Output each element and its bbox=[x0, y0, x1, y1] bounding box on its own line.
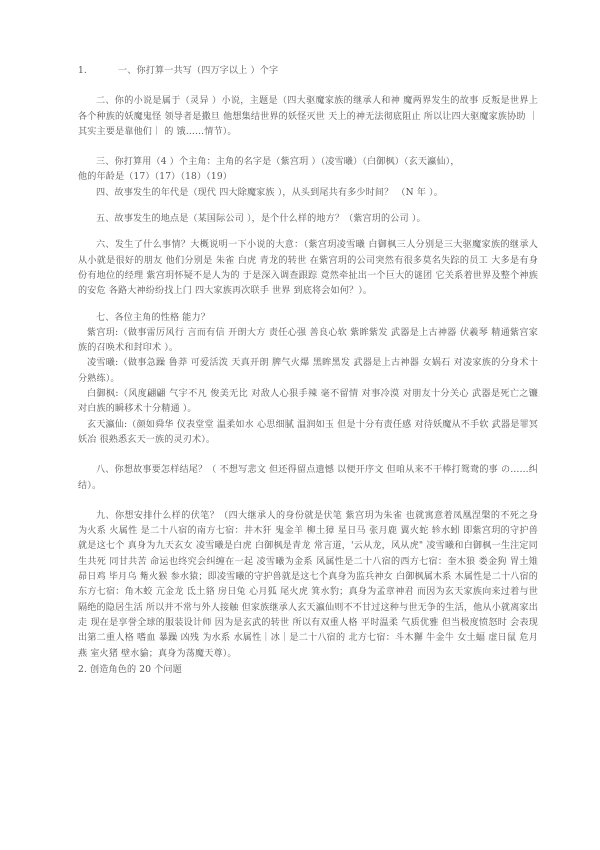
list-item-2: 2. 创造角色的 20 个问题 bbox=[78, 664, 182, 675]
question-3-line-2: 他的年龄是（17）（17）（18）（19） bbox=[78, 172, 233, 183]
question-2: 二、你的小说是属于（灵异 ）小说，主题是（四大驱魔家族的继承人和神 魔两界发生的故事 反叛是世界上各个种族的妖魔鬼怪 领导者是撒旦 他想集结世界的妖怪灭世 天上的神无法彻底阻止 所以让四大驱魔家族协助 ｜其实主要是靠他们｜ 的 饿……情节）。 bbox=[78, 96, 538, 137]
question-7-character-1: 紫宫玥:（做事雷厉风行 言而有信 开朗大方 责任心强 善良心软 紫眸紫发 武器是上古神器 伏羲琴 精通紫宫家族的召唤术和封印术 ）。 bbox=[78, 327, 538, 354]
document-body bbox=[78, 64, 538, 678]
question-7-character-4: 玄天瀛仙:（颜如舜华 仪表堂堂 温柔如水 心思细腻 温润如玉 但是十分有责任感 对待妖魔从不手软 武器是罪冥妖冶 很熟悉玄天一族的灵刃术）。 bbox=[78, 419, 538, 445]
question-7-character-2: 凌雪曦:（做事急躁 鲁莽 可爱活泼 天真开朗 脾气火爆 黑眸黑发 武器是上古神器 女娲石 对凌家族的分身术十分熟练）。 bbox=[78, 358, 538, 384]
question-5: 五、故事发生的地点是（某国际公司 ），是个什么样的地方？（紫宫玥的公司 ）。 bbox=[96, 214, 426, 225]
question-3-line-1: 三、你打算用（4 ）个主角：主角的名字是（紫宫玥 ）（凌雪曦）（白御枫）（玄天瀛仙）， bbox=[96, 157, 460, 168]
question-7-title: 七、各位主角的性格 能力？ bbox=[96, 312, 210, 323]
question-1-text: 一、你打算一共写（四万字以上 ）个字 bbox=[118, 66, 279, 76]
question-6: 六、发生了什么事情？大概说明一下小说的大意：（紫宫玥凌雪曦 白御枫三人分别是三大驱魔家族的继承人 从小就是很好的朋友 他们分别是 朱雀 白虎 青龙的转世 在紫宫玥的公司突然有很多莫名失踪的员工 大多是有身份有地位的经理 紫宫玥怀疑不是人为的 于是深入调查跟踪 竟然牵扯出一个巨大的谜团 它关系着世界及整个神族的安危 各路大神纷纷找上门 四大家族再次联手 世界 到底将会如何？）。 bbox=[78, 240, 538, 297]
question-8: 八、你想故事要怎样结尾？（ 不想写悲文 但还得留点遗憾 以便开序文 但咱从来不干棒打鸳鸯的事 の……纠结）。 bbox=[78, 465, 538, 491]
list-item-1-number: 1. bbox=[78, 66, 87, 76]
question-9: 九、你想安排什么样的伏笔？（四大继承人的身份就是伏笔 紫宫玥为朱雀 也就寓意着凤凰涅槃的不死之身 为火系 火属性 是二十八宿的南方七宿：井木犴 鬼金羊 柳土獐 星日马 张月鹿 翼火蛇 轸水蚓 即紫宫玥的守护兽就是这七个 真身为九天玄女 凌雪曦是白虎 白御枫是青龙 常言道，'云从龙，风从虎" 凌雪曦和白御枫一生注定同生共死 同甘共苦 命运也终究会纠缠在一起 凌雪曦为金系 风属性是二十八宿的西方七宿：奎木狼 娄金狗 胃土雉 昴日鸡 毕月乌 觜火猴 参水猿；即凌雪曦的守护兽就是这七个真身为监兵神女 白御枫属木系 木属性是二十八宿的东方七宿：角木蛟 亢金龙 氐土貉 房日兔 心月狐 尾火虎 箕水豹；真身为孟章神君 而因为玄天家族向来过着与世隔绝的隐居生活 所以并不常与外人接触 但家族继承人玄天瀛仙则不不甘过这种与世无争的生活，他从小就离家出走 现在是享誉全球的服装设计师 因为是玄武的转世 所以有双重人格 平时温柔 气质优雅 但当极度愤怒时 会表现出第二重人格 嗜血 暴躁 凶残 为水系 水属性｜冰｜是二十八宿的 北方七宿：斗木獬 牛金牛 女土蝠 虚日鼠 危月燕 室火猪 壁水貐；真身为荡魔天尊）。 bbox=[78, 510, 538, 659]
list-item-1 bbox=[78, 64, 538, 79]
question-4: 四、故事发生的年代是（现代 四大除魔家族 ），从头到尾共有多少时间？ （N 年 ）。 bbox=[96, 187, 443, 198]
question-7-character-3: 白御枫:（风度翩翩 气宇不凡 俊美无比 对敌人心狠手辣 毫不留情 对事冷漠 对朋友十分关心 武器是死亡之镰 对白族的瞬移术十分精通 ）。 bbox=[78, 389, 538, 415]
